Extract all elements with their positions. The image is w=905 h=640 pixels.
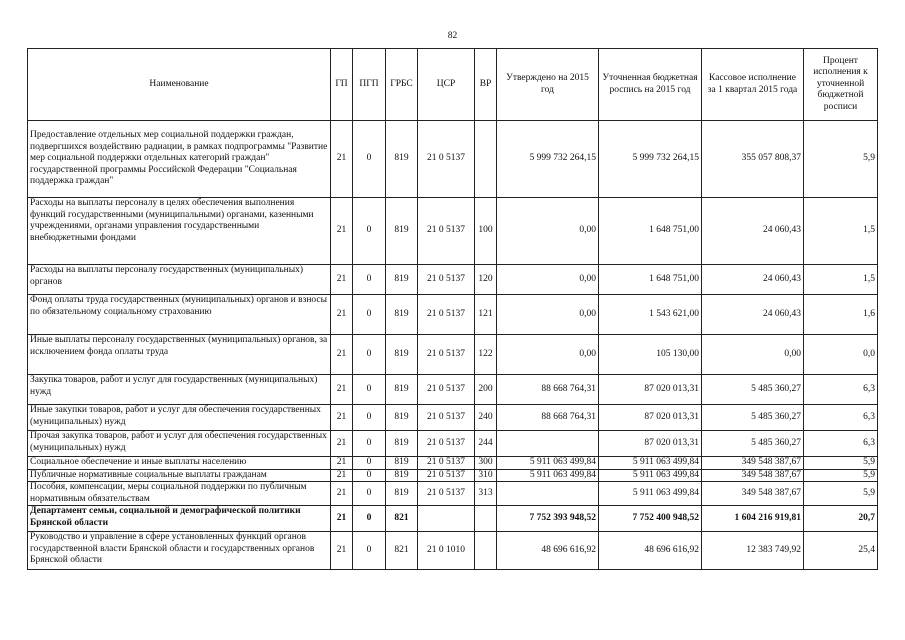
- cell-approved: 88 668 764,31: [497, 405, 599, 431]
- header-name: Наименование: [28, 49, 331, 121]
- page-number: 82: [447, 31, 458, 41]
- cell-csr: 21 0 5137: [418, 121, 475, 198]
- cell-refined: 7 752 400 948,52: [599, 506, 702, 532]
- cell-grbs: 819: [386, 121, 418, 198]
- cell-grbs: 819: [386, 375, 418, 405]
- cell-percent: 5,9: [804, 121, 878, 198]
- cell-pgp: 0: [353, 457, 386, 470]
- cell-cash: 1 604 216 919,81: [702, 506, 804, 532]
- cell-refined: 5 911 063 499,84: [599, 482, 702, 506]
- cell-csr: 21 0 5137: [418, 482, 475, 506]
- cell-cash: 0,00: [702, 335, 804, 375]
- cell-name: Прочая закупка товаров, работ и услуг для обеспечения государственных (муниципальных) нужд: [28, 431, 331, 457]
- cell-name: Закупка товаров, работ и услуг для государственных (муниципальных) нужд: [28, 375, 331, 405]
- cell-grbs: 819: [386, 265, 418, 295]
- cell-refined: 1 648 751,00: [599, 198, 702, 265]
- table-row: [28, 405, 878, 431]
- cell-name: Пособия, компенсации, меры социальной поддержки по публичным нормативным обязательствам: [28, 482, 331, 506]
- cell-gp: 21: [331, 431, 353, 457]
- cell-refined: 1 543 621,00: [599, 295, 702, 335]
- cell-csr: 21 0 5137: [418, 457, 475, 470]
- cell-percent: 6,3: [804, 375, 878, 405]
- budget-table: [27, 48, 878, 570]
- table-row: [28, 375, 878, 405]
- cell-grbs: 819: [386, 457, 418, 470]
- cell-percent: 6,3: [804, 431, 878, 457]
- table-row: [28, 457, 878, 470]
- cell-pgp: 0: [353, 265, 386, 295]
- cell-gp: 21: [331, 335, 353, 375]
- header-cash: Кассовое исполнение за 1 квартал 2015 года: [702, 49, 804, 121]
- cell-refined: 1 648 751,00: [599, 265, 702, 295]
- cell-cash: 24 060,43: [702, 198, 804, 265]
- cell-pgp: 0: [353, 405, 386, 431]
- cell-name: Иные закупки товаров, работ и услуг для обеспечения государственных (муниципальных) нужд: [28, 405, 331, 431]
- table-row: [28, 532, 878, 570]
- cell-gp: 21: [331, 375, 353, 405]
- cell-percent: 5,9: [804, 469, 878, 482]
- cell-approved: 5 999 732 264,15: [497, 121, 599, 198]
- cell-approved: [497, 482, 599, 506]
- cell-approved: 0,00: [497, 265, 599, 295]
- cell-grbs: 819: [386, 431, 418, 457]
- cell-cash: 24 060,43: [702, 295, 804, 335]
- cell-name: Расходы на выплаты персоналу государственных (муниципальных) органов: [28, 265, 331, 295]
- cell-refined: 5 911 063 499,84: [599, 457, 702, 470]
- cell-refined: 87 020 013,31: [599, 405, 702, 431]
- cell-pgp: 0: [353, 295, 386, 335]
- cell-csr: 21 0 5137: [418, 198, 475, 265]
- cell-approved: 88 668 764,31: [497, 375, 599, 405]
- cell-refined: 5 911 063 499,84: [599, 469, 702, 482]
- cell-pgp: 0: [353, 198, 386, 265]
- header-vr: ВР: [475, 49, 497, 121]
- cell-name: Фонд оплаты труда государственных (муниципальных) органов и взносы по обязательному социальному страхованию: [28, 295, 331, 335]
- cell-vr: 121: [475, 295, 497, 335]
- cell-csr: 21 0 5137: [418, 295, 475, 335]
- cell-vr: [475, 532, 497, 570]
- cell-vr: 300: [475, 457, 497, 470]
- cell-cash: 355 057 808,37: [702, 121, 804, 198]
- cell-grbs: 819: [386, 469, 418, 482]
- table-header-row: [28, 49, 878, 121]
- cell-grbs: 819: [386, 198, 418, 265]
- cell-grbs: 819: [386, 335, 418, 375]
- cell-refined: 105 130,00: [599, 335, 702, 375]
- cell-vr: 100: [475, 198, 497, 265]
- cell-approved: 48 696 616,92: [497, 532, 599, 570]
- cell-cash: 12 383 749,92: [702, 532, 804, 570]
- cell-percent: 20,7: [804, 506, 878, 532]
- cell-gp: 21: [331, 532, 353, 570]
- table-row: [28, 506, 878, 532]
- cell-pgp: 0: [353, 335, 386, 375]
- cell-cash: 5 485 360,27: [702, 405, 804, 431]
- table-row: [28, 198, 878, 265]
- cell-gp: 21: [331, 405, 353, 431]
- cell-vr: 244: [475, 431, 497, 457]
- cell-gp: 21: [331, 198, 353, 265]
- header-refined: Уточненная бюджетная роспись на 2015 год: [599, 49, 702, 121]
- cell-name: Расходы на выплаты персоналу в целях обеспечения выполнения функций государственными (муниципальными) органами, казенными учреждениями, органами управления государственными внебюджетными фондами: [28, 198, 331, 265]
- table-row: [28, 431, 878, 457]
- cell-percent: 1,5: [804, 198, 878, 265]
- cell-refined: 87 020 013,31: [599, 431, 702, 457]
- header-gp: ГП: [331, 49, 353, 121]
- cell-pgp: 0: [353, 482, 386, 506]
- cell-gp: 21: [331, 295, 353, 335]
- cell-cash: 5 485 360,27: [702, 431, 804, 457]
- cell-gp: 21: [331, 482, 353, 506]
- cell-percent: 1,5: [804, 265, 878, 295]
- table-row: [28, 469, 878, 482]
- cell-vr: 122: [475, 335, 497, 375]
- cell-csr: 21 0 5137: [418, 431, 475, 457]
- cell-cash: 349 548 387,67: [702, 469, 804, 482]
- cell-name: Предоставление отдельных мер социальной поддержки граждан, подвергшихся воздействию радиации, в рамках подпрограммы "Развитие мер социальной поддержки отдельных категорий граждан" государственной программы Российской Федерации "Социальная поддержка граждан": [28, 121, 331, 198]
- table-row: [28, 121, 878, 198]
- cell-vr: 200: [475, 375, 497, 405]
- cell-grbs: 821: [386, 532, 418, 570]
- cell-csr: 21 0 5137: [418, 375, 475, 405]
- cell-csr: 21 0 5137: [418, 405, 475, 431]
- cell-percent: 6,3: [804, 405, 878, 431]
- header-approved: Утверждено на 2015 год: [497, 49, 599, 121]
- table-row: [28, 482, 878, 506]
- cell-csr: 21 0 5137: [418, 265, 475, 295]
- cell-approved: 7 752 393 948,52: [497, 506, 599, 532]
- cell-refined: 5 999 732 264,15: [599, 121, 702, 198]
- cell-name: Публичные нормативные социальные выплаты гражданам: [28, 469, 331, 482]
- table-row: [28, 265, 878, 295]
- cell-grbs: 821: [386, 506, 418, 532]
- cell-grbs: 819: [386, 405, 418, 431]
- cell-percent: 5,9: [804, 457, 878, 470]
- header-percent: Процент исполнения к уточненной бюджетной росписи: [804, 49, 878, 121]
- cell-approved: 5 911 063 499,84: [497, 457, 599, 470]
- cell-name: Департамент семьи, социальной и демографической политики Брянской области: [28, 506, 331, 532]
- cell-approved: 0,00: [497, 335, 599, 375]
- cell-refined: 87 020 013,31: [599, 375, 702, 405]
- cell-gp: 21: [331, 506, 353, 532]
- cell-approved: [497, 431, 599, 457]
- cell-csr: 21 0 1010: [418, 532, 475, 570]
- cell-pgp: 0: [353, 121, 386, 198]
- header-grbs: ГРБС: [386, 49, 418, 121]
- cell-csr: 21 0 5137: [418, 469, 475, 482]
- cell-name: Социальное обеспечение и иные выплаты населению: [28, 457, 331, 470]
- cell-gp: 21: [331, 121, 353, 198]
- cell-grbs: 819: [386, 482, 418, 506]
- cell-approved: 0,00: [497, 295, 599, 335]
- cell-name: Иные выплаты персоналу государственных (муниципальных) органов, за исключением фонда оплаты труда: [28, 335, 331, 375]
- cell-approved: 5 911 063 499,84: [497, 469, 599, 482]
- cell-percent: 5,9: [804, 482, 878, 506]
- cell-cash: 349 548 387,67: [702, 457, 804, 470]
- cell-csr: 21 0 5137: [418, 335, 475, 375]
- cell-gp: 21: [331, 265, 353, 295]
- cell-pgp: 0: [353, 506, 386, 532]
- cell-cash: 5 485 360,27: [702, 375, 804, 405]
- cell-gp: 21: [331, 457, 353, 470]
- cell-pgp: 0: [353, 532, 386, 570]
- cell-vr: [475, 506, 497, 532]
- cell-name: Руководство и управление в сфере установленных функций органов государственной власти Брянской области и государственных органов Брянской области: [28, 532, 331, 570]
- cell-vr: 313: [475, 482, 497, 506]
- header-pgp: ПГП: [353, 49, 386, 121]
- cell-gp: 21: [331, 469, 353, 482]
- cell-cash: 24 060,43: [702, 265, 804, 295]
- cell-cash: 349 548 387,67: [702, 482, 804, 506]
- cell-approved: 0,00: [497, 198, 599, 265]
- cell-pgp: 0: [353, 469, 386, 482]
- cell-percent: 0,0: [804, 335, 878, 375]
- cell-percent: 1,6: [804, 295, 878, 335]
- header-csr: ЦСР: [418, 49, 475, 121]
- cell-pgp: 0: [353, 375, 386, 405]
- table-row: [28, 295, 878, 335]
- cell-vr: 120: [475, 265, 497, 295]
- cell-refined: 48 696 616,92: [599, 532, 702, 570]
- cell-vr: [475, 121, 497, 198]
- cell-csr: [418, 506, 475, 532]
- cell-vr: 310: [475, 469, 497, 482]
- cell-percent: 25,4: [804, 532, 878, 570]
- table-row: [28, 335, 878, 375]
- cell-pgp: 0: [353, 431, 386, 457]
- cell-grbs: 819: [386, 295, 418, 335]
- cell-vr: 240: [475, 405, 497, 431]
